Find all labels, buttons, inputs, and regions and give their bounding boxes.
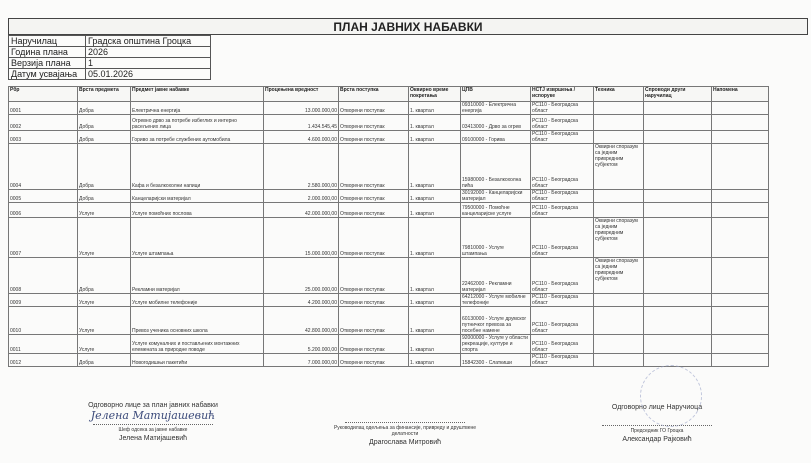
cell-proc: Отворени поступак	[339, 258, 409, 294]
cell-time: 1. квартал	[409, 131, 461, 144]
cell-tech	[594, 203, 644, 218]
cell-nstj: РС110 - Београдска област	[531, 335, 594, 354]
cell-subject: Услуге штампања	[131, 218, 264, 258]
cell-subject: Новогодишњи пакетићи	[131, 354, 264, 367]
meta-row	[9, 69, 211, 80]
cell-proc: Отворени поступак	[339, 115, 409, 131]
cell-nstj: РС110 - Београдска област	[531, 190, 594, 203]
cell-other	[644, 294, 712, 307]
meta-table	[8, 35, 211, 80]
meta-value: 2026	[86, 47, 211, 58]
table-row	[9, 102, 769, 115]
cell-proc: Отворени поступак	[339, 218, 409, 258]
cell-subject: Канцеларијски материјал	[131, 190, 264, 203]
cell-note	[712, 102, 769, 115]
cell-tech	[594, 354, 644, 367]
cell-note	[712, 335, 769, 354]
table-row	[9, 258, 769, 294]
cell-cpv: 09100000 - Горива	[461, 131, 531, 144]
signature-right-name: Александар Рајковић	[622, 436, 692, 443]
table-row	[9, 294, 769, 307]
cell-note	[712, 294, 769, 307]
cell-value: 2.000.000,00	[264, 190, 339, 203]
cell-proc: Отворени поступак	[339, 190, 409, 203]
cell-value: 5.200.000,00	[264, 335, 339, 354]
signature-right-role: Одговорно лице Наручиоца	[611, 404, 703, 411]
cell-cpv: 79500000 - Помоћне канцеларијске услуге	[461, 203, 531, 218]
cell-note	[712, 218, 769, 258]
cell-cpv: 09310000 - Електрична енергија	[461, 102, 531, 115]
cell-subject: Електрична енергија	[131, 102, 264, 115]
cell-type: Добра	[78, 115, 131, 131]
procurement-table	[8, 86, 769, 367]
cell-note	[712, 203, 769, 218]
signature-middle	[330, 420, 480, 446]
cell-value: 2.580.000,00	[264, 144, 339, 190]
cell-proc: Отворени поступак	[339, 131, 409, 144]
cell-value: 1.434.545,45	[264, 115, 339, 131]
cell-time: 1. квартал	[409, 258, 461, 294]
cell-note	[712, 144, 769, 190]
cell-subject: Услуге помоћних послова	[131, 203, 264, 218]
cell-time: 1. квартал	[409, 335, 461, 354]
meta-label: Датум усвајања	[9, 69, 86, 80]
column-header: ЦПВ	[461, 87, 531, 102]
cell-nstj: РС110 - Београдска област	[531, 115, 594, 131]
cell-time: 1. квартал	[409, 144, 461, 190]
table-row	[9, 354, 769, 367]
column-header: Напомена	[712, 87, 769, 102]
cell-value: 4.200.000,00	[264, 294, 339, 307]
cell-time: 1. квартал	[409, 115, 461, 131]
table-row	[9, 115, 769, 131]
cell-subject: Кафа и безалкохолни напици	[131, 144, 264, 190]
cell-value: 42.000.000,00	[264, 203, 339, 218]
cell-type: Услуге	[78, 335, 131, 354]
cell-tech	[594, 190, 644, 203]
table-row	[9, 144, 769, 190]
cell-other	[644, 102, 712, 115]
cell-other	[644, 335, 712, 354]
cell-subject: Рекламни материјал	[131, 258, 264, 294]
cell-rbr: 0003	[9, 131, 78, 144]
table-row	[9, 203, 769, 218]
cell-rbr: 0001	[9, 102, 78, 115]
cell-value: 4.600.000,00	[264, 131, 339, 144]
cell-nstj: РС110 - Београдска област	[531, 218, 594, 258]
cell-time: 1. квартал	[409, 307, 461, 335]
cell-note	[712, 190, 769, 203]
cell-type: Услуге	[78, 307, 131, 335]
cell-proc: Отворени поступак	[339, 294, 409, 307]
cell-cpv: 15842300 - Слаткиши	[461, 354, 531, 367]
cell-cpv: 92000000 - Услуге у области рекреације, културе и спорта	[461, 335, 531, 354]
meta-row	[9, 58, 211, 69]
column-header: НСТЈ извршења / испоруке	[531, 87, 594, 102]
cell-subject: Гориво за потребе службених аутомобила	[131, 131, 264, 144]
cell-value: 15.000.000,00	[264, 218, 339, 258]
column-header: Предмет јавне набавке	[131, 87, 264, 102]
column-header: Оквирно време покретања	[409, 87, 461, 102]
cell-proc: Отворени поступак	[339, 335, 409, 354]
table-row	[9, 335, 769, 354]
cell-other	[644, 131, 712, 144]
cell-time: 1. квартал	[409, 190, 461, 203]
cell-other	[644, 354, 712, 367]
cell-other	[644, 307, 712, 335]
cell-type: Услуге	[78, 203, 131, 218]
cell-rbr: 0008	[9, 258, 78, 294]
cell-proc: Отворени поступак	[339, 307, 409, 335]
table-row	[9, 190, 769, 203]
cell-note	[712, 115, 769, 131]
cell-tech	[594, 335, 644, 354]
column-header: Спроводи други наручилац	[644, 87, 712, 102]
table-row	[9, 131, 769, 144]
cell-other	[644, 115, 712, 131]
signature-middle-name: Драгослава Митровић	[368, 439, 442, 446]
cell-nstj: РС110 - Београдска област	[531, 307, 594, 335]
signature-left-name: Јелена Матијашевић	[118, 435, 188, 442]
signature-right-title: Председник ГО Гроцка	[630, 428, 684, 434]
cell-other	[644, 144, 712, 190]
cell-subject: Услуге комуналних и постављених монтажних елемената за природне поводе	[131, 335, 264, 354]
cell-type: Добра	[78, 131, 131, 144]
cell-tech	[594, 102, 644, 115]
signature-left-title: Шеф одсека за јавне набавке	[118, 427, 188, 433]
cell-subject: Услуге мобилне телефоније	[131, 294, 264, 307]
cell-nstj: РС110 - Београдска област	[531, 354, 594, 367]
cell-nstj: РС110 - Београдска област	[531, 144, 594, 190]
cell-subject: Огревно дрво за потребе избеглих и интерно расељених лица	[131, 115, 264, 131]
column-header: Врста поступка	[339, 87, 409, 102]
cell-time: 1. квартал	[409, 102, 461, 115]
cell-type: Добра	[78, 144, 131, 190]
cell-cpv: 15980000 - Безалкохолна пића	[461, 144, 531, 190]
cell-note	[712, 131, 769, 144]
cell-time: 1. квартал	[409, 218, 461, 258]
cell-rbr: 0007	[9, 218, 78, 258]
cell-other	[644, 258, 712, 294]
cell-type: Услуге	[78, 294, 131, 307]
cell-time: 1. квартал	[409, 294, 461, 307]
cell-type: Услуге	[78, 218, 131, 258]
column-header: Техника	[594, 87, 644, 102]
cell-tech	[594, 115, 644, 131]
cell-note	[712, 307, 769, 335]
cell-nstj: РС110 - Београдска област	[531, 102, 594, 115]
page-title: ПЛАН ЈАВНИХ НАБАВКИ	[8, 18, 808, 35]
cell-rbr: 0009	[9, 294, 78, 307]
meta-row	[9, 47, 211, 58]
cell-time: 1. квартал	[409, 354, 461, 367]
meta-value: 05.01.2026	[86, 69, 211, 80]
cell-note	[712, 354, 769, 367]
cell-note	[712, 258, 769, 294]
column-header: Рбр	[9, 87, 78, 102]
cell-cpv: 30192000 - Канцеларијски материјал	[461, 190, 531, 203]
cell-time: 1. квартал	[409, 203, 461, 218]
signature-left-role: Одговорно лице за план јавних набавки	[88, 402, 218, 409]
cell-value: 25.000.000,00	[264, 258, 339, 294]
signature-middle-title: Руководилац одељења за финансије, привреду и друштвене делатности	[333, 425, 477, 437]
meta-value: 1	[86, 58, 211, 69]
cell-proc: Отворени поступак	[339, 102, 409, 115]
cell-rbr: 0012	[9, 354, 78, 367]
cell-tech: Оквирни споразум са једним привредним субјектом	[594, 218, 644, 258]
cell-nstj: РС110 - Београдска област	[531, 131, 594, 144]
meta-label: Наручилац	[9, 36, 86, 47]
signature-left-handwriting: Јелена Матијашевић	[90, 409, 216, 422]
cell-proc: Отворени поступак	[339, 203, 409, 218]
cell-type: Добра	[78, 354, 131, 367]
cell-cpv: 60130000 - Услуге друмског путничког превоза за посебне намене	[461, 307, 531, 335]
cell-cpv: 79810000 - Услуге штампања	[461, 218, 531, 258]
cell-cpv: 64212000 - Услуге мобилне телефоније	[461, 294, 531, 307]
cell-value: 42.800.000,00	[264, 307, 339, 335]
cell-rbr: 0005	[9, 190, 78, 203]
cell-tech: Оквирни споразум са једним привредним субјектом	[594, 258, 644, 294]
table-row	[9, 218, 769, 258]
meta-row	[9, 36, 211, 47]
cell-proc: Отворени поступак	[339, 144, 409, 190]
cell-type: Добра	[78, 190, 131, 203]
signature-left	[68, 402, 238, 442]
cell-tech	[594, 307, 644, 335]
column-header: Врста предмета	[78, 87, 131, 102]
cell-rbr: 0011	[9, 335, 78, 354]
cell-tech	[594, 294, 644, 307]
cell-other	[644, 203, 712, 218]
cell-rbr: 0002	[9, 115, 78, 131]
cell-subject: Превоз ученика основних школа	[131, 307, 264, 335]
meta-value: Градска општина Гроцка	[86, 36, 211, 47]
cell-type: Добра	[78, 102, 131, 115]
table-row	[9, 307, 769, 335]
cell-tech: Оквирни споразум са једним привредним субјектом	[594, 144, 644, 190]
cell-value: 13.000.000,00	[264, 102, 339, 115]
cell-nstj: РС110 - Београдска област	[531, 258, 594, 294]
cell-rbr: 0004	[9, 144, 78, 190]
cell-value: 7.000.000,00	[264, 354, 339, 367]
cell-nstj: РС110 - Београдска област	[531, 203, 594, 218]
meta-label: Верзија плана	[9, 58, 86, 69]
cell-proc: Отворени поступак	[339, 354, 409, 367]
cell-rbr: 0006	[9, 203, 78, 218]
cell-cpv: 22462000 - Рекламни материјал	[461, 258, 531, 294]
cell-rbr: 0010	[9, 307, 78, 335]
cell-other	[644, 218, 712, 258]
cell-type: Добра	[78, 258, 131, 294]
meta-label: Година плана	[9, 47, 86, 58]
cell-cpv: 03413000 - Дрво за огрев	[461, 115, 531, 131]
column-header: Процењена вредност	[264, 87, 339, 102]
cell-nstj: РС110 - Београдска област	[531, 294, 594, 307]
cell-tech	[594, 131, 644, 144]
cell-other	[644, 190, 712, 203]
official-stamp-icon	[640, 365, 702, 427]
